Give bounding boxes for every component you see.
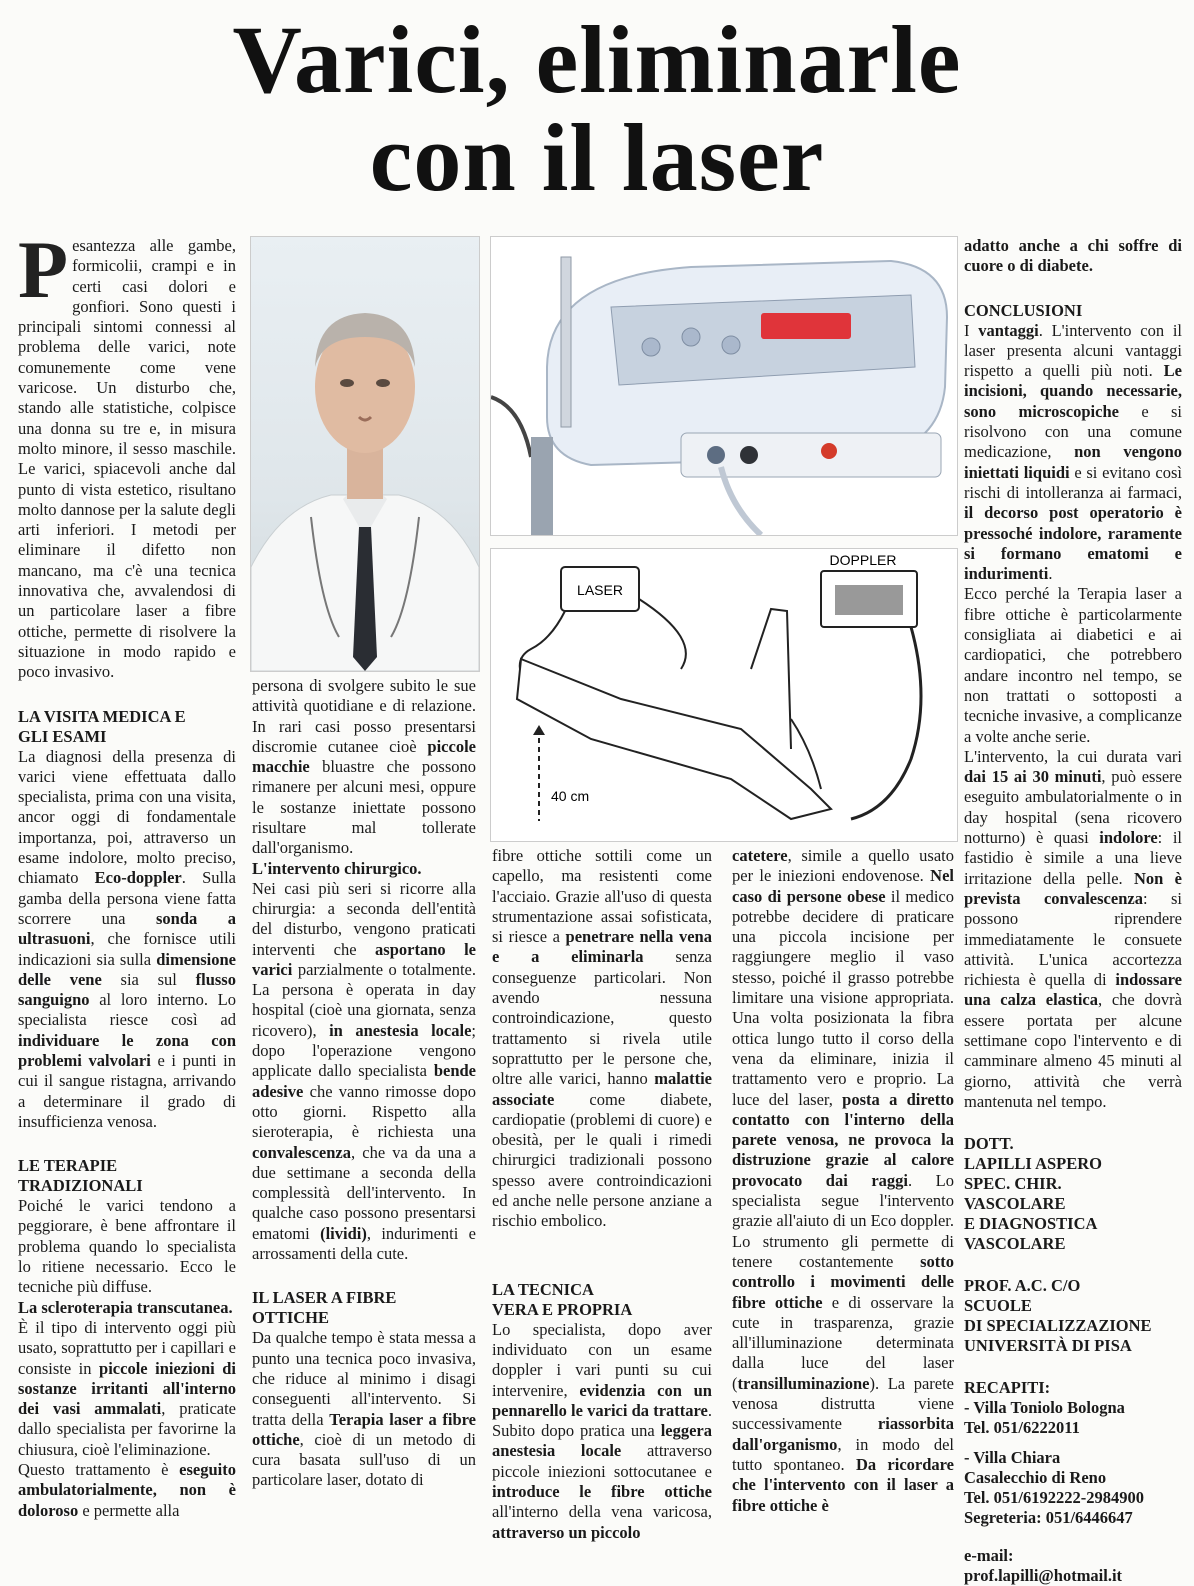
paragraph-strumento: Lo strumento gli permette di tenere costantemente sotto controllo i movimenti delle fibre ottiche e di osservare la cute in trasparenza, grazie all'illuminazione determinata dalla luce del laser (transilluminazione). La parete venosa distrutta viene successivamente riassorbita dall'organismo, in modo del tutto spontaneo. Da ricordare che l'intervento con il laser a fibre ottiche è [732,1231,955,1515]
diagram-doppler-label: DOPPLER [829,552,897,568]
heading-tecnica: LA TECNICA VERA E PROPRIA [492,1279,633,1319]
author-affiliation: PROF. A.C. C/O SCUOLE DI SPECIALIZZAZIONE UNIVERSITÀ DI PISA [964,1276,1152,1356]
laser-doppler-diagram [490,548,958,842]
paragraph-consigliata: Ecco perché la Terapia laser a fibre ottiche è particolarmente consigliata ai diabetici e ai cardiopatici, che potrebbero andare incontro nel tempo, se non trattati o sottoposti a tecniche invasive, a complicanze a volte anche serie. [964,584,1182,746]
drop-cap: P [18,224,69,315]
heading-terapie: LE TERAPIE TRADIZIONALI [18,1156,143,1196]
headline-line-2: con il laser [369,104,825,211]
diagram-distance-label: 40 cm [551,788,590,804]
contacts-block: RECAPITI: - Villa Toniolo Bologna Tel. 051/6222011 - Villa Chiara Casalecchio di Reno Tel. 051/6192222-2984900 Segreteria: 051/6446647 [964,1378,1144,1528]
column-3 [492,846,712,1543]
paragraph-scleroterapia: È il tipo di intervento oggi più usato, soprattutto per i capillari e consiste in piccole iniezioni di sostanze irritanti all'interno dei vasi ammalati, praticate dallo specialista per favorirne la chiusura, cioè l'eliminazione. [18,1317,236,1459]
column-1 [18,224,236,1521]
paragraph-durata: L'intervento, la cui durata vari dai 15 ai 30 minuti, può essere eseguito ambulatorialmente o in day hospital (sena ricovero notturno) è quasi indolore: il fastidio è simile a una lieve irritazione della pelle. Non è prevista convalescenza: si possono riprendere immediatamente le consuete attività. L'unica accortezza richiesta è quella di indossare una calza elastica, che dovrà essere portata per alcune settimane copo l'intervento e di camminare almeno 45 minuti al giorno, attività che verrà mantenuta nel tempo. [964,746,1183,1111]
email-block: e-mail: prof.lapilli@hotmail.it [964,1546,1182,1586]
diagram-laser-label: LASER [577,582,623,598]
author-signature: DOTT. LAPILLI ASPERO SPEC. CHIR. VASCOLARE E DIAGNOSTICA VASCOLARE [964,1134,1102,1254]
doctor-portrait-illustration [251,237,479,671]
paragraph-chirurgico: Nei casi più seri si ricorre alla chirurgia: a seconda dell'entità del disturbo, vengono praticati interventi che asportano le varici parzialmente o totalmente. La persona è operata in day hospital (cioè una giornata, senza ricovero), in anestesia locale; dopo l'operazione vengono applicate dallo specialista bende adesive che vanno rimosse dopo otto giorni. Rispetto alla sieroterapia, è richiesta una convalescenza, che va da una a due settimane a seconda della complessità dell'intervento. In qualche caso possono presentarsi ematomi (lividi), indurimenti e arrossamenti della cute. [252,878,476,1264]
headline-line-1: Varici, eliminarle [232,6,962,113]
laser-device-illustration [491,237,957,535]
subheading-scleroterapia: La scleroterapia transcutanea. [18,1297,233,1317]
paragraph-terapie: Poiché le varici tendono a peggiorare, è bene affrontare il problema quando lo specialista lo ritiene necessario. Ecco le tecniche più diffuse. [18,1196,236,1297]
doctor-photo [250,236,480,672]
column-4 [732,846,954,1516]
paragraph-vantaggi: I vantaggi. L'intervento con il laser presenta alcuni vantaggi rispetto a quelli più noti. Le incisioni, quando necessarie, sono microscopiche e si risolvono con una comune medicazione, non vengono iniettati liquidi e si evitano così rischi di intolleranza ai farmaci, il decorso post operatorio è pressoché indolore, raramente si formano ematomi e indurimenti. [964,320,1182,584]
paragraph-fibre: fibre ottiche sottili come un capello, ma resistenti come l'acciaio. Grazie all'uso di questa strumentazione assai sofisticata, si riesce a penetrare nella vena e a eliminarla senza conseguenze particolari. Non avendo nessuna controindicazione, questo trattamento si rivela utile soprattutto per le persone che, oltre alle varici, hanno malattie associate come diabete, cardiopatie (problemi di cuore) e obesità, per le quali i rimedi chirurgici tradizionali possono spesso avere controindicazioni ed anche nelle persone anziane a rischio embolico. [492,846,712,1231]
paragraph-laser-fibre: Da qualche tempo è stata messa a punto una tecnica poco invasiva, che riduce al minimo i disagi conseguenti all'intervento. Si tratta della Terapia laser a fibre ottiche, cioè di un metodo di cura basata sull'uso di un particolare laser, dotato di [252,1328,476,1490]
heading-laser-fibre: IL LASER A FIBRE OTTICHE [252,1288,397,1328]
paragraph-persona: persona di svolgere subito le sue attività quotidiane e di relazione. In rari casi posso presentarsi discromie cutanee cioè piccole macchie bluastre che possono rimanere per alcuni mesi, oppure le sostanze iniettate possono risultare mal tollerate dall'organismo. [252,676,476,858]
heading-chirurgico: L'intervento chirurgico. [252,858,422,878]
column-5 [964,236,1182,1586]
paragraph-trattamento: Questo trattamento è eseguito ambulatorialmente, non è doloroso e permette alla [18,1460,236,1520]
paragraph-adatto: adatto anche a chi soffre di cuore o di diabete. [964,236,1182,276]
heading-visita: LA VISITA MEDICA E GLI ESAMI [18,706,186,746]
heading-conclusioni: CONCLUSIONI [964,300,1083,320]
laser-device-photo [490,236,958,536]
paragraph-catetere: catetere, simile a quello usato per le iniezioni endovenose. Nel caso di persone obese il medico potrebbe decidere di praticare una piccola incisione per raggiungere meglio il vaso stesso, poiché il grasso potrebbe limitare una visione appropriata. Una volta posizionata la fibra ottica lungo tutto il corso della vena da eliminare, inizia il trattamento vero e proprio. La luce del laser, posta a diretto contatto con l'interno della parete venosa, ne provoca la distruzione grazie al calore provocato dai raggi. Lo specialista segue l'intervento grazie all'aiuto di un Eco doppler. [732,846,955,1231]
column-2 [252,676,476,1491]
intro-paragraph: Pesantezza alle gambe, formicolii, crampi e in certi casi dolori e gonfiori. Sono questi i principali sintomi connessi al problema delle varici, note comunemente come vene varicose. Un disturbo che, stando alle statistiche, colpisce una donna su tre e, in misura molto minore, il sesso maschile. Le varici, spiacevoli anche dal punto di vista estetico, risultano molto dannose per la salute degli arti inferiori. I metodi per eliminare il difetto non mancano, ma c'è una tecnica innovativa che, avvalendosi di un particolare laser a fibre ottiche, permette di risolvere la situazione in modo rapido e poco invasivo. [18,224,236,682]
paragraph-visita: La diagnosi della presenza di varici viene effettuata dallo specialista, prima con una visita, ancor oggi di fondamentale importanza, poi, attraverso un esame indolore, molto preciso, chiamato Eco-doppler. Sulla gamba della persona viene fatta scorrere una sonda a ultrasuoni, che fornisce utili indicazioni sia sulla dimensione delle vene sia sul flusso sanguigno al loro interno. Lo specialista riesce così ad individuare le zona con problemi valvolari e i punti in cui il sangue ristagna, arrivando a determinare il grado di insufficienza venosa. [18,746,236,1131]
paragraph-tecnica: Lo specialista, dopo aver individuato con un esame doppler i vari punti su cui intervenire, evidenzia con un pennarello le varici da trattare. Subito dopo pratica una leggera anestesia locale attraverso piccole iniezioni sottocutanee e introduce le fibre ottiche all'interno della vena varicosa, attraverso un piccolo [492,1319,712,1542]
email-link[interactable]: prof.lapilli@hotmail.it [964,1566,1123,1586]
laser-doppler-illustration [491,549,957,841]
